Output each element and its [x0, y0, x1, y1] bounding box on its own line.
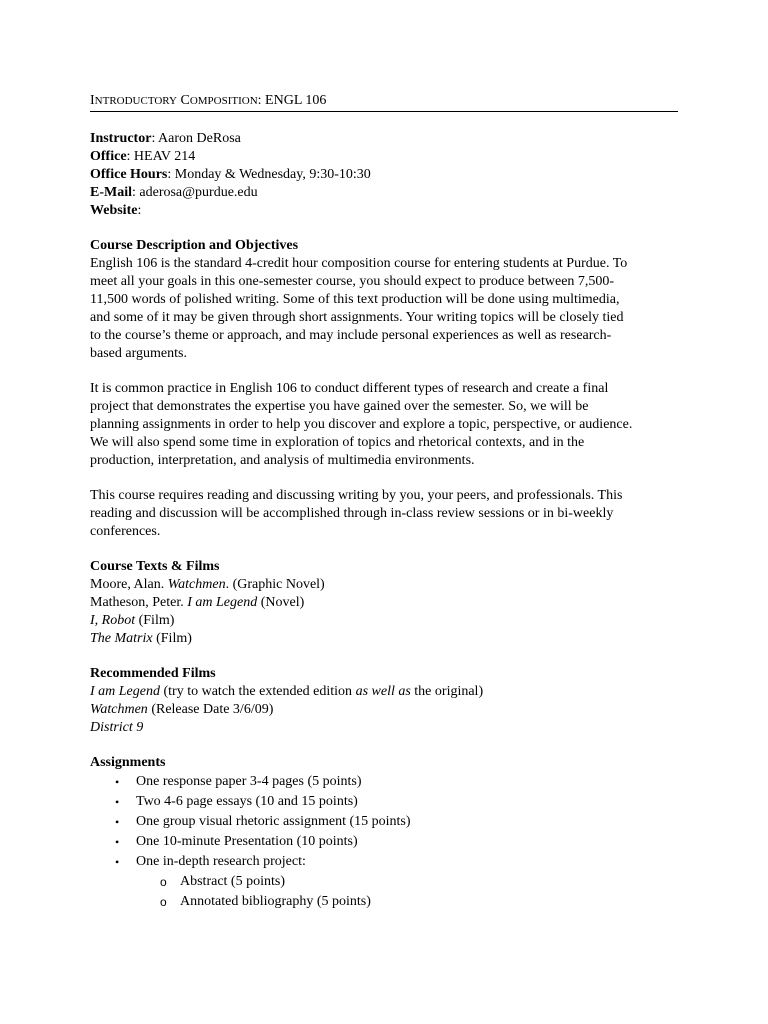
email-label: E-Mail: [90, 185, 132, 200]
bullet-icon: •: [115, 795, 120, 809]
para1-line: 11,500 words of polished writing. Some of this text production will be done using multimedia,: [90, 292, 620, 307]
title-cap-1: I: [90, 93, 95, 108]
assignment-item: [90, 793, 678, 813]
email-line: [90, 184, 678, 202]
course-texts-list: [90, 576, 678, 648]
office-value: : HEAV 214: [126, 149, 196, 164]
recommended-film-item: [90, 701, 678, 719]
sub-assignment-text: Abstract (5 points): [180, 874, 285, 889]
assignment-item: [90, 853, 678, 873]
sub-assignment-item: [90, 873, 678, 893]
hollow-bullet-icon: o: [160, 875, 167, 889]
course-text-item: [90, 576, 678, 594]
assignments-heading: Assignments: [90, 755, 166, 770]
assignment-text: One 10-minute Presentation (10 points): [136, 834, 358, 849]
title-suffix: : ENGL 106: [257, 93, 327, 108]
assignment-item: [90, 773, 678, 793]
assignment-text: One in-depth research project:: [136, 854, 306, 869]
course-text-item: [90, 630, 678, 648]
assignments-list: [90, 773, 678, 873]
para2-line: production, interpretation, and analysis of multimedia environments.: [90, 453, 475, 468]
course-text-item: [90, 594, 678, 612]
office-hours-value: : Monday & Wednesday, 9:30-10:30: [167, 167, 371, 182]
para1-line: meet all your goals in this one-semester course, you should expect to produce between 7,500-: [90, 274, 615, 289]
bullet-icon: •: [115, 815, 120, 829]
film-title: District 9: [90, 720, 144, 735]
title-rest-2: OMPOSITION: [189, 95, 258, 107]
office-line: [90, 148, 678, 166]
title-cap-2: C: [180, 93, 190, 108]
text-title: I am Legend: [187, 595, 258, 610]
office-label: Office: [90, 149, 127, 164]
para1-line: based arguments.: [90, 346, 187, 361]
text-title: The Matrix: [90, 631, 153, 646]
recommended-film-item: [90, 719, 678, 737]
instructor-line: [90, 130, 678, 148]
para1-line: English 106 is the standard 4-credit hour composition course for entering students at Purdue. To: [90, 256, 628, 271]
instructor-info: [90, 130, 678, 220]
syllabus-content: [90, 92, 678, 913]
film-note: (Release Date 3/6/09): [147, 702, 274, 717]
para2-line: project that demonstrates the expertise you have gained over the semester. So, we will be: [90, 399, 589, 414]
instructor-label: Instructor: [90, 131, 152, 146]
assignment-item: [90, 833, 678, 853]
website-value: :: [137, 203, 142, 218]
para3-line: This course requires reading and discussing writing by you, your peers, and professionals. This: [90, 488, 623, 503]
para1-line: and some of it may be given through short assignments. Your writing topics will be closely tied: [90, 310, 624, 325]
para2-line: It is common practice in English 106 to conduct different types of research and create a final: [90, 381, 609, 396]
text-author: Moore, Alan.: [90, 577, 168, 592]
film-title: Watchmen: [90, 702, 148, 717]
text-type: (Novel): [257, 595, 305, 610]
assignment-item: [90, 813, 678, 833]
description-paragraph-2: [90, 380, 678, 470]
research-project-sublist: [90, 873, 678, 913]
text-type: (Film): [152, 631, 192, 646]
text-type: (Film): [135, 613, 175, 628]
title-rest-1: NTRODUCTORY: [94, 95, 177, 107]
film-title: I am Legend: [90, 684, 160, 699]
text-title: I, Robot: [90, 613, 136, 628]
website-line: [90, 202, 678, 220]
para3-line: conferences.: [90, 524, 161, 539]
bullet-icon: •: [115, 835, 120, 849]
para2-line: We will also spend some time in exploration of topics and rhetorical contexts, and in the: [90, 435, 585, 450]
description-paragraph-3: [90, 487, 678, 541]
sub-assignment-text: Annotated bibliography (5 points): [180, 894, 371, 909]
para2-line: planning assignments in order to help you discover and explore a topic, perspective, or audience.: [90, 417, 633, 432]
course-text-item: [90, 612, 678, 630]
para3-line: reading and discussion will be accomplished through in-class review sessions or in bi-weekly: [90, 506, 614, 521]
recommended-films-list: [90, 683, 678, 737]
bullet-icon: •: [115, 775, 120, 789]
text-type: . (Graphic Novel): [225, 577, 325, 592]
recommended-films-heading: Recommended Films: [90, 666, 216, 681]
course-texts-heading: Course Texts & Films: [90, 559, 220, 574]
website-label: Website: [90, 203, 138, 218]
sub-assignment-item: [90, 893, 678, 913]
film-note: (try to watch the extended edition: [160, 684, 356, 699]
office-hours-label: Office Hours: [90, 167, 168, 182]
bullet-icon: •: [115, 855, 120, 869]
text-author: Matheson, Peter.: [90, 595, 188, 610]
hollow-bullet-icon: o: [160, 895, 167, 909]
para1-line: to the course’s theme or approach, and may include personal experiences as well as research-: [90, 328, 612, 343]
film-note-end: the original): [410, 684, 484, 699]
text-title: Watchmen: [167, 577, 226, 592]
email-value[interactable]: : aderosa@purdue.edu: [132, 185, 258, 200]
assignment-text: One response paper 3-4 pages (5 points): [136, 774, 362, 789]
assignment-text: One group visual rhetoric assignment (15 points): [136, 814, 411, 829]
recommended-film-item: [90, 683, 678, 701]
description-paragraph-1: [90, 255, 678, 363]
office-hours-line: [90, 166, 678, 184]
film-note-emphasis: as well as: [355, 684, 411, 699]
page-title: [90, 92, 678, 111]
instructor-value: : Aaron DeRosa: [151, 131, 241, 146]
course-description-heading: Course Description and Objectives: [90, 238, 299, 253]
assignment-text: Two 4-6 page essays (10 and 15 points): [136, 794, 358, 809]
